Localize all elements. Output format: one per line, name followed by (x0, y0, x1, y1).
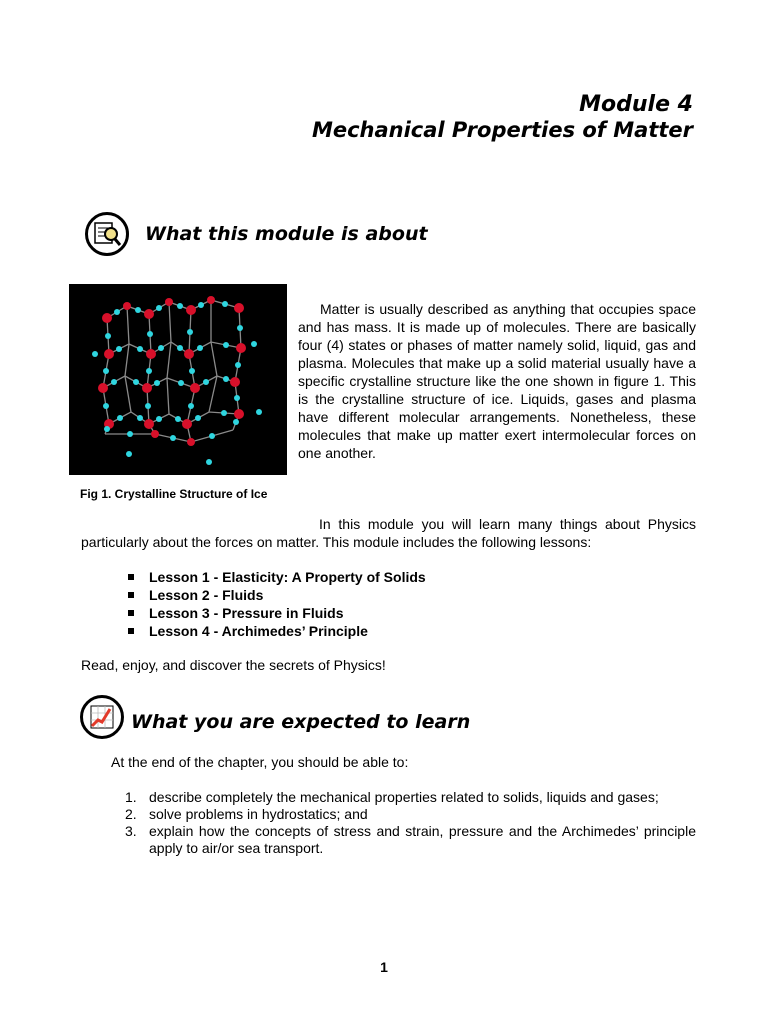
list-item (125, 823, 696, 857)
list-text: describe completely the mechanical properties related to solids, liquids and gases; (149, 789, 659, 805)
objectives-list (125, 789, 696, 857)
magnifier-document-icon (85, 212, 129, 256)
list-item: Lesson 1 - Elasticity: A Property of Solids (128, 568, 426, 586)
figure-caption: Fig 1. Crystalline Structure of Ice (80, 487, 268, 501)
lessons-list (128, 568, 426, 640)
list-item (125, 806, 696, 823)
list-item (125, 789, 696, 806)
intro-paragraph (298, 300, 696, 462)
list-number: 1. (125, 789, 137, 805)
page-number: 1 (380, 959, 388, 975)
list-text: solve problems in hydrostatics; and (149, 806, 368, 822)
module-number: Module 4 (579, 92, 693, 117)
list-item: Lesson 2 - Fluids (128, 586, 426, 604)
list-item: Lesson 4 - Archimedes’ Principle (128, 622, 426, 640)
list-text: explain how the concepts of stress and strain, pressure and the Archimedes’ principle apply to air/or sea transport. (149, 823, 696, 856)
list-item: Lesson 3 - Pressure in Fluids (128, 604, 426, 622)
closing-line: Read, enjoy, and discover the secrets of Physics! (81, 657, 386, 673)
ice-crystal-figure (69, 284, 287, 475)
module-title: Mechanical Properties of Matter (311, 118, 693, 142)
module-overview-text: In this module you will learn many things about Physics particularly about the forces on matter. This module includes the following lessons: (81, 516, 696, 550)
section-heading-expected: What you are expected to learn (131, 711, 471, 733)
list-number: 2. (125, 806, 137, 822)
objectives-intro: At the end of the chapter, you should be able to: (111, 754, 409, 770)
graph-chart-icon (80, 695, 124, 739)
section-heading-about: What this module is about (145, 223, 428, 245)
intro-paragraph-text: Matter is usually described as anything that occupies space and has mass. It is made up of molecules. There are basically four (4) states or phases of matter namely solid, liquid, gas and plasma. Molecules that make up a solid material usually have a specific crystalline structure like the one shown in figure 1. This is the crystalline structure of ice. Liquids, gases and plasma have different molecular arrangements. Nonetheless, these molecules that make up matter exert intermolecular forces on one another. (298, 301, 696, 461)
module-overview-paragraph (81, 515, 696, 551)
list-number: 3. (125, 823, 137, 839)
